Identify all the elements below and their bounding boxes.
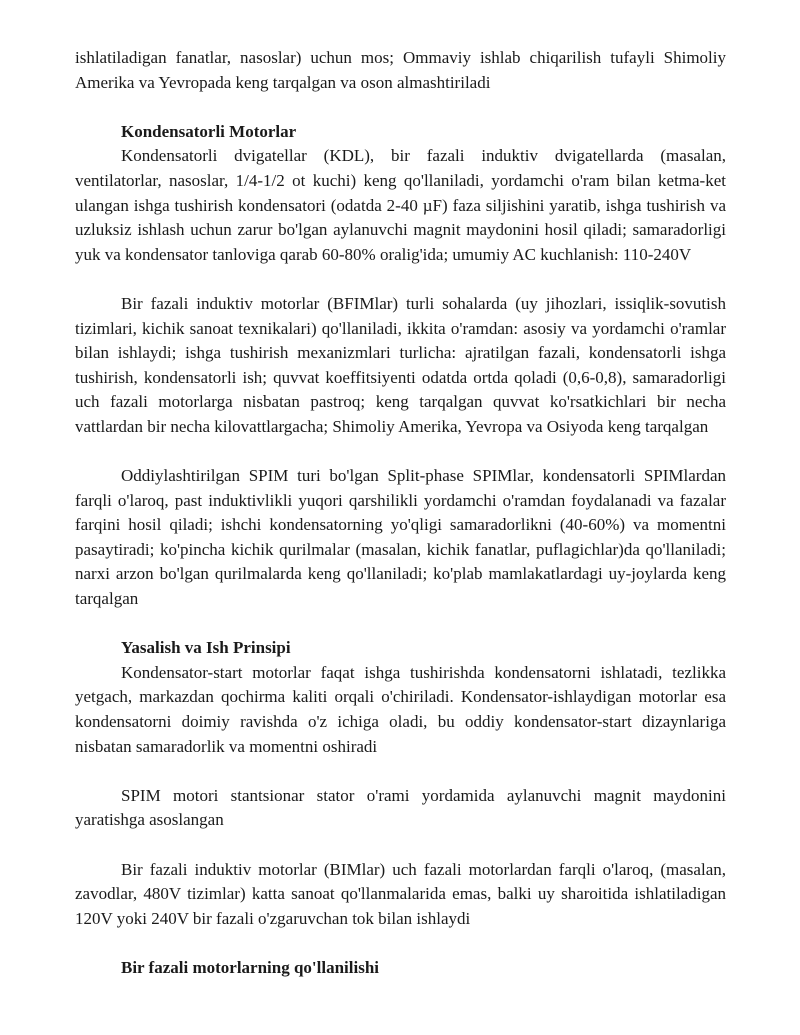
section-heading-kondensatorli-motorlar: Kondensatorli Motorlar <box>121 121 297 141</box>
paragraph: SPIM motori stantsionar stator o'rami yordamida aylanuvchi magnit maydonini yaratishga asoslangan <box>75 785 726 830</box>
paragraph: Bir fazali induktiv motorlar (BIMlar) uch fazali motorlardan farqli o'laroq, (masalan, zavodlar, 480V tizimlar) katta sanoat qo'llanmalarida emas, balki uy sharoitida ishlatiladigan 120V yoki 240V bir fazali o'zgaruvchan tok bilan ishlaydi <box>75 859 726 928</box>
document-body <box>75 46 726 981</box>
paragraph: Kondensatorli dvigatellar (KDL), bir fazali induktiv dvigatellarda (masalan, ventilatorlar, nasoslar, 1/4-1/2 ot kuchi) keng qo'llaniladi, yordamchi o'ram bilan ketma-ket ulangan ishga tushirish kondensatori (odatda 2-40 µF) faza siljishini yaratib, ishga tushirish va uzluksiz ishlash uchun zarur bo'lgan aylanuvchi magnit maydonini hosil qiladi; samaradorligi yuk va kondensator tanloviga qarab 60-80% oralig'ida; umumiy AC kuchlanish: 110-240V <box>75 146 726 264</box>
paragraph: Kondensator-start motorlar faqat ishga tushirishda kondensatorni ishlatadi, tezlikka yetgach, markazdan qochirma kaliti orqali o'chiriladi. Kondensator-ishlaydigan motorlar esa kondensatorni doimiy ravishda o'z ichiga oladi, bu oddiy kondensator-start dizaynlariga nisbatan samaradorlik va momentni oshiradi <box>75 662 726 756</box>
intro-paragraph: ishlatiladigan fanatlar, nasoslar) uchun mos; Ommaviy ishlab chiqarilish tufayli Shimoliy Amerika va Yevropada keng tarqalgan va oson almashtiriladi <box>75 48 726 92</box>
section-heading-qollanilishi: Bir fazali motorlarning qo'llanilishi <box>121 957 380 977</box>
paragraph: Oddiylashtirilgan SPIM turi bo'lgan Split-phase SPIMlar, kondensatorli SPIMlardan farqli o'laroq, past induktivlikli yuqori qarshilikli yordamchi o'ramdan foydalanadi va fazalar farqini hosil qiladi; ishchi kondensatorning yo'qligi samaradorlikni (40-60%) va momentni pasaytiradi; ko'pincha kichik qurilmalar (masalan, kichik fanatlar, puflagichlar)da qo'llaniladi; narxi arzon bo'lgan qurilmalarda keng qo'llaniladi; ko'plab mamlakatlardagi uy-joylarda keng tarqalgan <box>75 466 726 609</box>
section-heading-yasalish: Yasalish va Ish Prinsipi <box>121 638 291 658</box>
paragraph: Bir fazali induktiv motorlar (BFIMlar) turli sohalarda (uy jihozlari, issiqlik-sovutish tizimlari, kichik sanoat texnikalari) qo'llaniladi, ikkita o'ramdan: asosiy va yordamchi o'ramlar bilan ishlaydi; ishga tushirish mexanizmlari turlicha: ajratilgan fazali, kondensatorli ishga tushirish, kondensatorli ish; quvvat koeffitsiyenti odatda ortda qoladi (0,6-0,8), samaradorligi uch fazali motorlarga nisbatan pastroq; keng tarqalgan quvvat ko'rsatkichlari bir necha vattlardan bir necha kilovattlargacha; Shimoliy Amerika, Yevropa va Osiyoda keng tarqalgan <box>75 293 726 436</box>
